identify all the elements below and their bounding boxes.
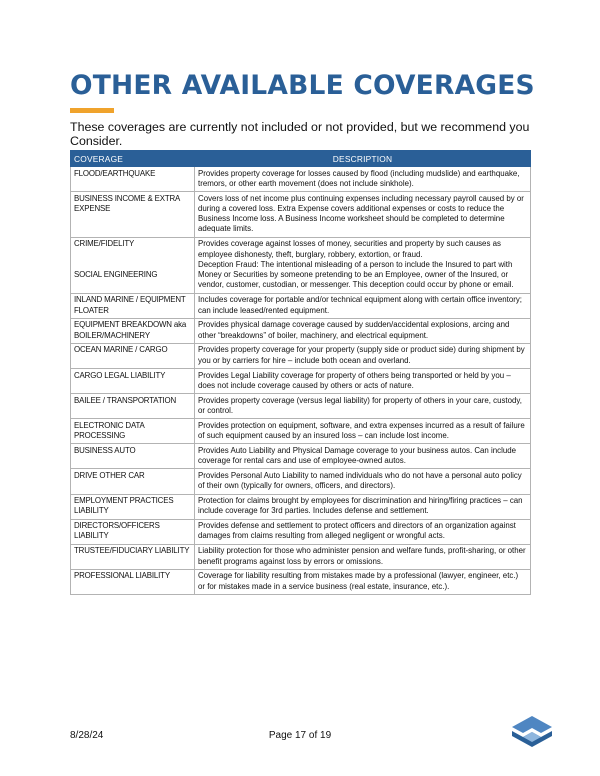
description-cell: Provides Legal Liability coverage for property of others being transported or held by you – does not include coverage caused by others or acts of nature. <box>195 369 531 394</box>
coverage-cell <box>71 369 195 394</box>
coverage-name: INLAND MARINE / EQUIPMENT FLOATER <box>74 295 186 315</box>
description-text: Provides coverage against losses of money, securities and property by such causes as employee dishonesty, theft, burglary, robbery, extortion, or fraud. <box>198 239 501 259</box>
description-cell: Provides defense and settlement to protect officers and directors of an organization against damages from claims resulting from alleged negligent or wrongful acts. <box>195 519 531 544</box>
page-title: OTHER AVAILABLE COVERAGES <box>70 70 535 101</box>
table-row <box>71 519 531 544</box>
company-logo-icon <box>508 714 556 750</box>
table-header-row <box>71 151 531 167</box>
coverage-cell <box>71 343 195 368</box>
table-row <box>71 569 531 594</box>
coverage-table <box>70 150 531 595</box>
coverage-name: PROFESSIONAL LIABILITY <box>74 571 170 581</box>
intro-text: These coverages are currently not included or not provided, but we recommend you Consider. <box>70 120 530 148</box>
coverage-cell <box>71 419 195 444</box>
coverage-name: BUSINESS INCOME & EXTRA EXPENSE <box>74 193 180 213</box>
coverage-cell <box>71 544 195 569</box>
coverage-cell <box>71 237 195 293</box>
description-cell: Provides physical damage coverage caused by sudden/accidental explosions, arcing and other “breakdowns” of boiler, machinery, and electrical equipment. <box>195 318 531 343</box>
coverage-name: EMPLOYMENT PRACTICES LIABILITY <box>74 496 174 516</box>
description-cell: Provides Auto Liability and Physical Damage coverage to your business autos. Can include coverage for rental cars and use of employee-owned autos. <box>195 444 531 469</box>
coverage-name: CARGO LEGAL LIABILITY <box>74 370 166 380</box>
coverage-cell <box>71 192 195 238</box>
coverage-cell <box>71 494 195 519</box>
table-row <box>71 544 531 569</box>
coverage-cell <box>71 569 195 594</box>
table-row <box>71 394 531 419</box>
coverage-cell <box>71 519 195 544</box>
description-cell <box>195 237 531 293</box>
description-column-header: DESCRIPTION <box>195 151 531 167</box>
description-text: Deception Fraud: The intentional misleading of a person to include the Insured to part with Money or Securities by someone pretending to be an Employee, owner of the Insured, or vendor, customer, custodian, or messenger. This deception could occur by phone or email. <box>198 259 514 290</box>
table-row <box>71 343 531 368</box>
title-accent-bar <box>70 108 114 113</box>
description-cell: Provides property coverage (versus legal liability) for property of others in your care, custody, or control. <box>195 394 531 419</box>
coverage-name: FLOOD/EARTHQUAKE <box>74 168 156 178</box>
description-cell: Protection for claims brought by employees for discrimination and hiring/firing practices – can include coverage for 3rd parties. Includes defense and settlement. <box>195 494 531 519</box>
table-row <box>71 192 531 238</box>
coverage-column-header: COVERAGE <box>71 151 195 167</box>
table-row <box>71 167 531 192</box>
table-row <box>71 419 531 444</box>
footer-date: 8/28/24 <box>70 730 104 741</box>
coverage-name: SOCIAL ENGINEERING <box>74 270 158 280</box>
description-cell: Covers loss of net income plus continuing expenses including necessary payroll caused by or during a covered loss. Extra Expense covers additional expenses or costs to reduce the Business Income loss. A Business Income worksheet should be completed to determine adequate limits. <box>195 192 531 238</box>
description-cell: Liability protection for those who administer pension and welfare funds, profit-sharing, or other benefit programs against loss by errors or omissions. <box>195 544 531 569</box>
description-cell: Provides property coverage for losses caused by flood (including mudslide) and earthquake, tremors, or other earth movement (does not include sinkhole). <box>195 167 531 192</box>
table-row <box>71 444 531 469</box>
description-cell: Provides property coverage for your property (supply side or product side) during shipment by you or by carriers for hire – include both ocean and overland. <box>195 343 531 368</box>
table-row <box>71 318 531 343</box>
coverage-name: DIRECTORS/OFFICERS LIABILITY <box>74 521 160 541</box>
coverage-cell <box>71 318 195 343</box>
coverage-cell <box>71 167 195 192</box>
description-cell: Includes coverage for portable and/or technical equipment along with certain office inventory; can include leased/rented equipment. <box>195 293 531 318</box>
table-row <box>71 369 531 394</box>
description-cell: Provides Personal Auto Liability to named individuals who do not have a personal auto policy of their own (typically for owners, officers, and directors). <box>195 469 531 494</box>
table-row <box>71 293 531 318</box>
coverage-name: CRIME/FIDELITY <box>74 239 135 249</box>
coverage-cell <box>71 293 195 318</box>
coverage-name: TRUSTEE/FIDUCIARY LIABILITY <box>74 546 190 556</box>
description-cell: Coverage for liability resulting from mistakes made by a professional (lawyer, engineer, etc.) or for mistakes made in a service business (real estate, insurance, etc.). <box>195 569 531 594</box>
coverage-name: DRIVE OTHER CAR <box>74 470 145 480</box>
description-cell: Provides protection on equipment, software, and extra expenses incurred as a result of failure of such equipment caused by an insured loss – can include lost income. <box>195 419 531 444</box>
coverage-name: ELECTRONIC DATA PROCESSING <box>74 420 145 441</box>
table-row <box>71 237 531 293</box>
coverage-name: BUSINESS AUTO <box>74 445 136 455</box>
coverage-name: BAILEE / TRANSPORTATION <box>74 395 177 405</box>
footer-page-number: Page 17 of 19 <box>268 730 332 741</box>
table-row <box>71 494 531 519</box>
coverage-name: OCEAN MARINE / CARGO <box>74 345 168 355</box>
coverage-cell <box>71 469 195 494</box>
coverage-cell <box>71 444 195 469</box>
coverage-cell <box>71 394 195 419</box>
coverage-name: EQUIPMENT BREAKDOWN aka BOILER/MACHINERY <box>74 320 187 340</box>
table-row <box>71 469 531 494</box>
